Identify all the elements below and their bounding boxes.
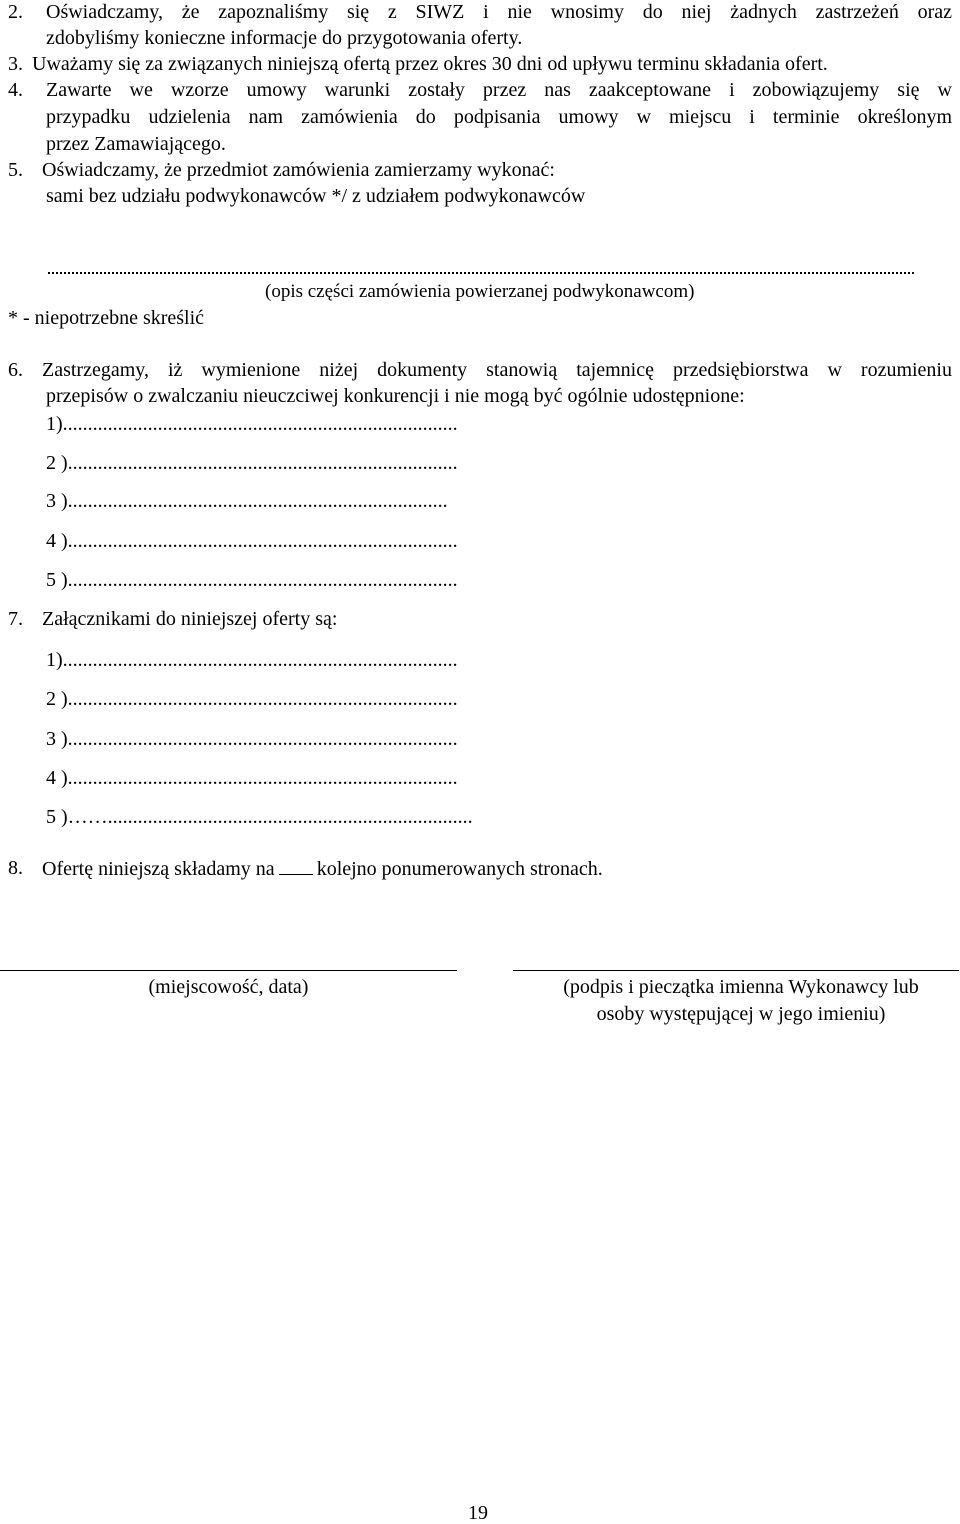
list-entry: 1)............................................................................... <box>46 413 458 435</box>
item-text-line: sami bez udziału podwykonawców */ z udziałem podwykonawców <box>46 185 586 207</box>
item-text-line: przypadku udzielenia nam zamówienia do podpisania umowy w miejscu i terminie określonym <box>46 106 952 128</box>
place-date-caption: (miejscowość, data) <box>148 976 309 998</box>
page-number: 19 <box>468 1502 488 1524</box>
page-count-field[interactable] <box>279 858 313 875</box>
field-caption: (opis części zamówienia powierzanej podwykonawcom) <box>265 281 695 302</box>
item-text-line: przez Zamawiającego. <box>46 133 226 155</box>
place-date-line[interactable] <box>0 970 457 971</box>
item-text-line: Oświadczamy, że przedmiot zamówienia zamierzamy wykonać: <box>42 159 555 181</box>
item-number: 7. <box>8 608 23 630</box>
item-text-line <box>42 858 603 879</box>
signature-caption-line2: osoby występującej w jego imieniu) <box>596 1003 886 1025</box>
item-text-line: Oświadczamy, że zapoznaliśmy się z SIWZ i nie wnosimy do niej żadnych zastrzeżeń oraz <box>46 1 952 23</box>
list-entry: 2 ).............................................................................. <box>46 688 458 710</box>
item-number: 2. <box>8 1 23 23</box>
list-entry: 3 )............................................................................ <box>46 490 448 512</box>
item-text-line: przepisów o zwalczaniu nieuczciwej konkurencji i nie mogą być ogólnie udostępnione: <box>46 385 745 407</box>
list-entry: 3 ).............................................................................. <box>46 728 458 750</box>
item-number: 6. <box>8 359 23 381</box>
list-entry: 5 ).............................................................................. <box>46 569 458 591</box>
item-number: 3. <box>8 53 23 75</box>
signature-line[interactable] <box>513 970 959 971</box>
list-entry: 2 ).............................................................................. <box>46 452 458 474</box>
item-number: 8. <box>8 857 23 879</box>
footnote: * - niepotrzebne skreślić <box>8 307 205 329</box>
item-text-before: Ofertę niniejszą składamy na <box>42 858 275 880</box>
list-entry: 4 ).............................................................................. <box>46 530 458 552</box>
item-text-line: Uważamy się za związanych niniejszą ofertą przez okres 30 dni od upływu terminu składania ofert. <box>32 53 828 75</box>
item-text-line: Zastrzegamy, iż wymienione niżej dokumenty stanowią tajemnicę przedsiębiorstwa w rozumieniu <box>42 359 952 381</box>
item-number: 4. <box>8 79 23 101</box>
item-text-after: kolejno ponumerowanych stronach. <box>316 858 603 880</box>
signature-caption-line1: (podpis i pieczątka imienna Wykonawcy lub <box>563 976 919 998</box>
list-entry: 1)............................................................................... <box>46 649 458 671</box>
item-number: 5. <box>8 159 23 181</box>
subcontractor-description-field[interactable] <box>48 272 914 274</box>
item-text-line: zdobyliśmy konieczne informacje do przygotowania oferty. <box>46 27 523 49</box>
item-text-line: Zawarte we wzorze umowy warunki zostały przez nas zaakceptowane i zobowiązujemy się w <box>46 79 952 101</box>
list-entry: 4 ).............................................................................. <box>46 767 458 789</box>
item-text-line: Załącznikami do niniejszej oferty są: <box>42 608 338 630</box>
list-entry: 5 )……......................................................................... <box>46 806 473 828</box>
